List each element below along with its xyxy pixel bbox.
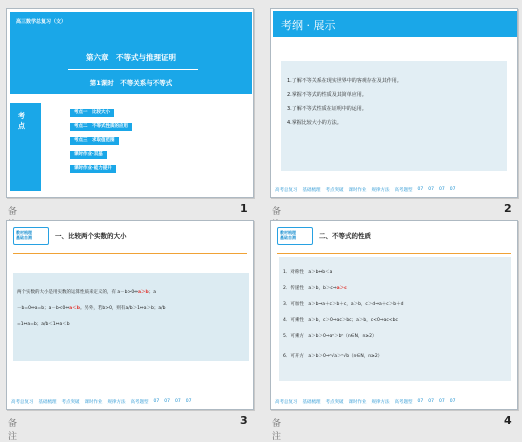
property-line bbox=[283, 301, 403, 307]
footer-link[interactable]: 高考题型 bbox=[130, 399, 149, 405]
property-line bbox=[283, 317, 398, 323]
course-header: 高三数学总复习（文） bbox=[16, 19, 67, 25]
footer-link[interactable]: 考点突破 bbox=[325, 187, 344, 193]
section-heading: 一、比较两个实数的大小 bbox=[55, 232, 127, 240]
section-badge: 教材梳理 基础自测 bbox=[13, 227, 49, 245]
footer-link[interactable]: 规律方法 bbox=[371, 187, 390, 193]
slide-title: 考纲 · 展示 bbox=[281, 19, 336, 32]
outline-line: 2.掌握不等式的性质及其简单应用。 bbox=[287, 92, 367, 98]
highlight: a＞b bbox=[137, 290, 149, 295]
property-label: 2．传递性 bbox=[283, 286, 304, 291]
property-text: a＞b，b＞c⇒ bbox=[308, 286, 337, 291]
topic-link[interactable]: 课时作业·双基 bbox=[70, 151, 107, 159]
property-label: 3．可加性 bbox=[283, 302, 304, 307]
slide-number: 4 bbox=[504, 414, 512, 427]
property-text: a＞b⇒a＋c＞b＋c，a＞b，c＞d⇒a＋c＞b＋d bbox=[308, 302, 404, 307]
page-link[interactable]: 07 bbox=[417, 399, 424, 404]
footer-link[interactable]: 规律方法 bbox=[371, 399, 390, 405]
page-link[interactable]: 07 bbox=[164, 399, 170, 404]
body-line bbox=[17, 305, 165, 311]
footer-link[interactable]: 考点突破 bbox=[325, 399, 344, 405]
divider bbox=[68, 69, 198, 70]
footer-link[interactable]: 高考总复习 bbox=[275, 399, 298, 405]
property-text: a＞b，c＞0⇒ac＞bc；a＞b，c<0⇒ac<bc bbox=[308, 318, 398, 323]
text: a/b＞1⇔a＞b；a/b bbox=[125, 306, 166, 311]
page-link[interactable]: 07 bbox=[153, 399, 160, 404]
property-label: 1．对称性 bbox=[283, 270, 304, 275]
slide-number: 2 bbox=[504, 202, 512, 215]
topic-side-block bbox=[10, 103, 41, 191]
highlight: a＜b bbox=[69, 306, 80, 311]
footer-link[interactable]: 高考题型 bbox=[394, 399, 413, 405]
page-link[interactable]: 07 bbox=[449, 399, 456, 404]
page-link[interactable]: 07 bbox=[438, 187, 445, 192]
text: 。另外，若b>0，则有 bbox=[79, 306, 126, 311]
text: 两个实数的大小是用实数的运算性质来定义的，有 a－b>0⇔ bbox=[17, 290, 138, 295]
footer-link[interactable]: 课时作业 bbox=[84, 399, 103, 405]
section-heading: 二、不等式的性质 bbox=[319, 232, 371, 240]
chapter-title: 第六章 不等式与推理证明 bbox=[86, 53, 176, 62]
slide-canvas bbox=[270, 220, 518, 410]
section-badge: 教材梳理 基础自测 bbox=[277, 227, 313, 245]
property-line bbox=[283, 269, 332, 275]
footer-link[interactable]: 高考总复习 bbox=[11, 399, 34, 405]
highlight: a＞c bbox=[336, 286, 347, 291]
footer-link[interactable]: 规律方法 bbox=[107, 399, 126, 405]
footer-link[interactable]: 基础梳理 bbox=[38, 399, 57, 405]
title-banner bbox=[10, 12, 252, 94]
topic-link[interactable]: 考点一 比较大小 bbox=[70, 109, 114, 117]
body-line: =1⇔a=b；a/b＜1⇔a＜b bbox=[17, 322, 70, 327]
slide-canvas bbox=[270, 8, 518, 198]
footer-link[interactable]: 考点突破 bbox=[61, 399, 80, 405]
footer-link[interactable]: 高考总复习 bbox=[275, 187, 298, 193]
content-panel bbox=[279, 257, 511, 381]
slide-number: 1 bbox=[240, 202, 248, 215]
footer-link[interactable]: 高考题型 bbox=[394, 187, 413, 193]
topic-link[interactable]: 考点三 求取值范围 bbox=[70, 137, 119, 145]
property-text: a＞b＞0⇒aⁿ＞bⁿ（n∈N，n≥2） bbox=[308, 334, 377, 339]
notes-icon[interactable]: 备 bbox=[272, 207, 282, 217]
slide-canvas bbox=[6, 8, 254, 198]
content-panel bbox=[281, 61, 507, 171]
slide-footer bbox=[11, 397, 249, 406]
text: －b=0⇔a=b；a－b<0⇔ bbox=[17, 306, 70, 311]
property-label: 4．可乘性 bbox=[283, 318, 304, 323]
page-link[interactable]: 07 bbox=[438, 399, 445, 404]
page-link[interactable]: 07 bbox=[174, 399, 181, 404]
notes-icon[interactable]: 备注 bbox=[272, 419, 282, 442]
divider bbox=[13, 253, 247, 254]
topic-link[interactable]: 课时作业·能力提升 bbox=[70, 165, 116, 173]
notes-icon[interactable]: 备 bbox=[8, 207, 18, 217]
page-link[interactable]: 07 bbox=[185, 399, 192, 404]
outline-line: 3.了解不等式性质在证明中的运用。 bbox=[287, 106, 367, 112]
body-line bbox=[17, 289, 156, 295]
slide-footer bbox=[275, 397, 513, 406]
topic-link[interactable]: 考点二 不等式性质的应用 bbox=[70, 123, 132, 131]
text: ；a bbox=[148, 290, 156, 295]
slide-number: 3 bbox=[240, 414, 248, 427]
property-line bbox=[283, 333, 376, 339]
page-link[interactable]: 07 bbox=[428, 187, 434, 192]
footer-link[interactable]: 课时作业 bbox=[348, 399, 367, 405]
outline-line: 1.了解不等关系在现实世界中的客观存在及其作用。 bbox=[287, 78, 402, 84]
property-label: 6．可开方 bbox=[283, 354, 304, 359]
divider bbox=[277, 253, 511, 254]
property-text: a＞b＞0⇒ⁿ√a＞ⁿ√b（n∈N，n≥2） bbox=[308, 354, 383, 359]
side-label: 考点 bbox=[18, 112, 25, 130]
footer-link[interactable]: 课时作业 bbox=[348, 187, 367, 193]
outline-line: 4.掌握比较大小的方法。 bbox=[287, 120, 342, 126]
footer-link[interactable]: 基础梳理 bbox=[302, 187, 321, 193]
slide-canvas bbox=[6, 220, 254, 410]
property-line bbox=[283, 285, 347, 291]
property-text: a＞b⇔b＜a bbox=[308, 270, 333, 275]
page-link[interactable]: 07 bbox=[428, 399, 434, 404]
property-label: 5．可乘方 bbox=[283, 334, 304, 339]
content-panel bbox=[13, 273, 249, 361]
footer-link[interactable]: 基础梳理 bbox=[302, 399, 321, 405]
notes-icon[interactable]: 备注 bbox=[8, 419, 18, 442]
page-link[interactable]: 07 bbox=[417, 187, 424, 192]
page-link[interactable]: 07 bbox=[449, 187, 456, 192]
title-banner bbox=[273, 11, 517, 37]
lesson-title: 第1课时 不等关系与不等式 bbox=[89, 79, 173, 87]
slide-footer bbox=[275, 185, 513, 194]
property-line bbox=[283, 353, 382, 359]
